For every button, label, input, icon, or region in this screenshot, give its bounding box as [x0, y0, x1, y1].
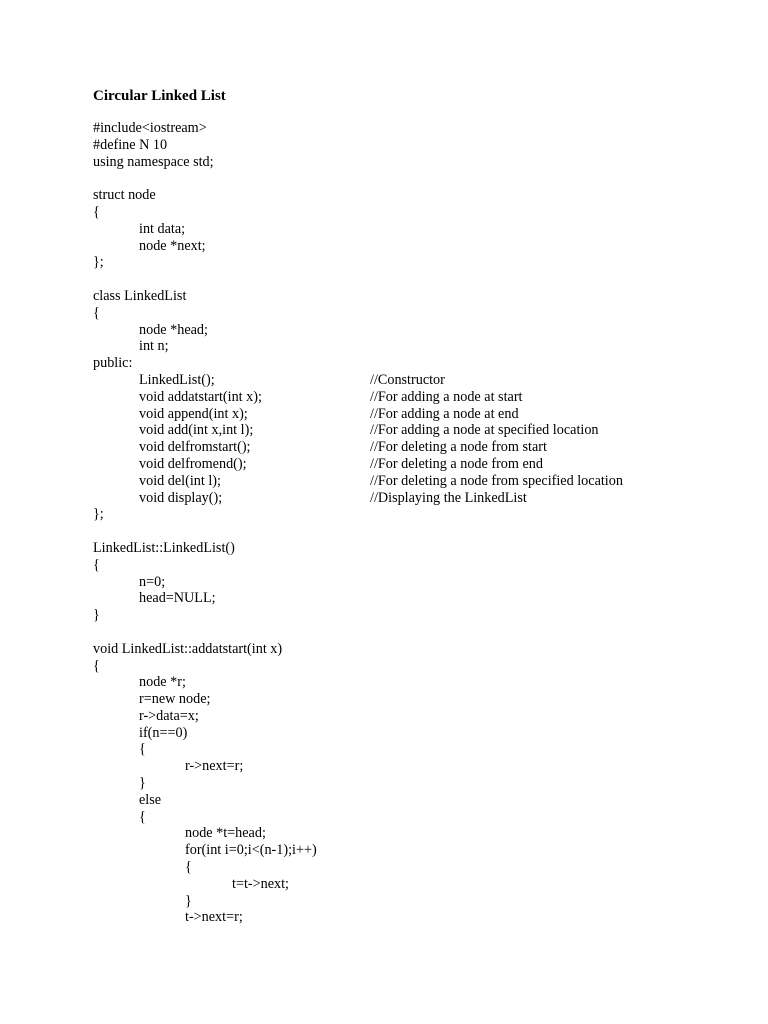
code-text: r=new node;	[139, 691, 211, 708]
code-line	[93, 439, 753, 456]
code-line	[93, 338, 753, 355]
code-line	[93, 406, 753, 423]
code-line	[93, 238, 753, 255]
code-line	[93, 590, 753, 607]
code-text: node *next;	[139, 237, 206, 254]
code-line	[93, 506, 753, 523]
code-text: }	[139, 775, 146, 792]
code-line	[93, 120, 753, 137]
code-line	[93, 389, 753, 406]
code-text: };	[93, 254, 104, 271]
code-line	[93, 809, 753, 826]
code-text: #include<iostream>	[93, 120, 207, 136]
code-line	[93, 137, 753, 154]
code-text: struct node	[93, 187, 156, 204]
code-line	[93, 557, 753, 574]
code-text: public:	[93, 355, 133, 372]
code-line	[93, 876, 753, 893]
code-line	[93, 254, 753, 271]
code-text: void addatstart(int x);	[139, 388, 262, 405]
code-line	[93, 792, 753, 809]
code-text: };	[93, 506, 104, 523]
code-text: LinkedList();	[139, 371, 215, 388]
code-line	[93, 204, 753, 221]
code-line	[93, 154, 753, 171]
code-text: n=0;	[139, 573, 166, 590]
document-title: Circular Linked List	[93, 88, 226, 104]
code-line	[93, 825, 753, 842]
code-line	[93, 658, 753, 675]
code-comment: //For deleting a node from specified location	[370, 472, 623, 489]
code-line	[93, 473, 753, 490]
code-text: t=t->next;	[232, 875, 289, 892]
code-text: for(int i=0;i<(n-1);i++)	[185, 842, 317, 859]
code-text: LinkedList::LinkedList()	[93, 539, 235, 556]
code-text: void delfromstart();	[139, 439, 251, 456]
code-line	[93, 221, 753, 238]
code-line	[93, 641, 753, 658]
code-text: }	[185, 892, 192, 909]
code-comment: //For deleting a node from start	[370, 439, 547, 456]
code-text: t->next=r;	[185, 909, 243, 926]
code-comment: //Displaying the LinkedList	[370, 489, 527, 506]
code-text: void del(int l);	[139, 472, 221, 489]
code-line	[93, 456, 753, 473]
code-line	[93, 322, 753, 339]
code-line	[93, 305, 753, 322]
code-line	[93, 708, 753, 725]
code-text: {	[185, 859, 192, 876]
code-text: void delfromend();	[139, 455, 247, 472]
code-text: void add(int x,int l);	[139, 422, 254, 439]
code-line	[93, 741, 753, 758]
code-comment: //For adding a node at specified location	[370, 422, 599, 439]
code-line	[93, 691, 753, 708]
code-line	[93, 490, 753, 507]
code-text: {	[139, 808, 146, 825]
code-text: class LinkedList	[93, 287, 187, 304]
code-line	[93, 859, 753, 876]
code-line	[93, 288, 753, 305]
code-text: else	[139, 791, 162, 808]
code-line	[93, 271, 753, 288]
code-comment: //For adding a node at end	[370, 405, 519, 422]
code-text: node *r;	[139, 674, 186, 691]
code-text: if(n==0)	[139, 724, 188, 741]
code-text: r->data=x;	[139, 707, 199, 724]
code-text: r->next=r;	[185, 758, 244, 775]
code-comment: //For deleting a node from end	[370, 455, 543, 472]
code-line	[93, 725, 753, 742]
code-line	[93, 624, 753, 641]
code-text: int n;	[139, 338, 169, 355]
code-line	[93, 170, 753, 187]
code-text: {	[93, 556, 100, 573]
code-line	[93, 355, 753, 372]
code-text: {	[93, 304, 100, 321]
code-line	[93, 607, 753, 624]
code-text: head=NULL;	[139, 590, 216, 607]
code-text: {	[93, 657, 100, 674]
code-line	[93, 775, 753, 792]
code-line	[93, 842, 753, 859]
code-comment: //For adding a node at start	[370, 388, 523, 405]
code-text: void LinkedList::addatstart(int x)	[93, 640, 283, 657]
code-line	[93, 422, 753, 439]
code-text: int data;	[139, 220, 186, 237]
code-listing	[93, 120, 753, 926]
code-line	[93, 909, 753, 926]
code-line	[93, 523, 753, 540]
code-text: {	[139, 741, 146, 758]
code-text: }	[93, 607, 100, 624]
code-text: {	[93, 203, 100, 220]
code-text: void append(int x);	[139, 405, 248, 422]
code-comment: //Constructor	[370, 371, 445, 388]
code-line	[93, 893, 753, 910]
code-text: node *head;	[139, 321, 208, 338]
code-line	[93, 540, 753, 557]
code-line	[93, 574, 753, 591]
code-text: void display();	[139, 489, 223, 506]
code-line	[93, 187, 753, 204]
code-line	[93, 758, 753, 775]
code-text: #define N 10	[93, 136, 168, 153]
code-text: using namespace std;	[93, 153, 214, 170]
code-line	[93, 674, 753, 691]
code-line	[93, 372, 753, 389]
code-text: node *t=head;	[185, 825, 266, 842]
